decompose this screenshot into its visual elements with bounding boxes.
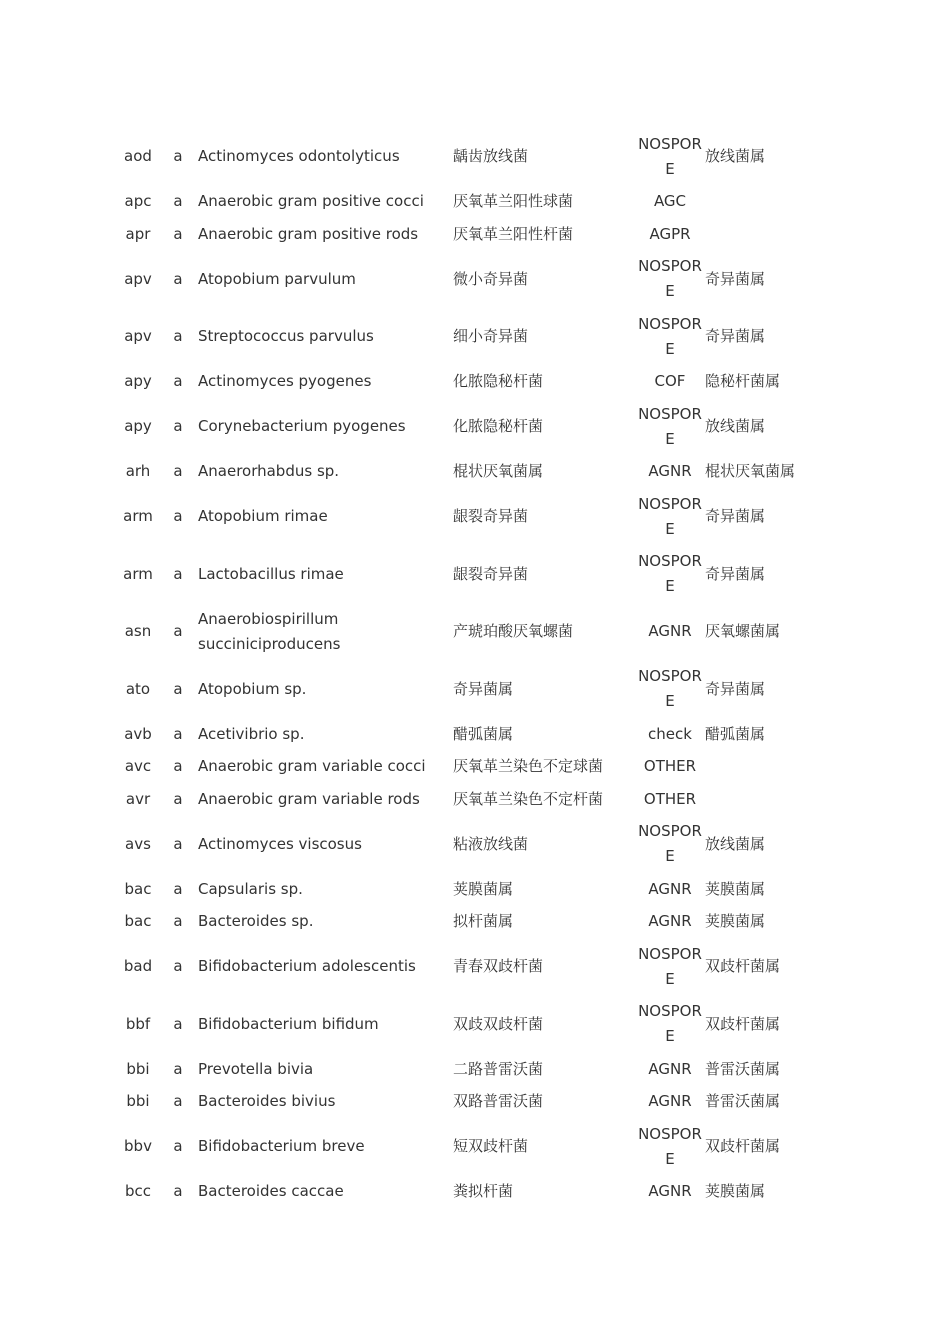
organism-chinese-name: 双歧双歧杆菌 (453, 1014, 544, 1033)
organism-code: avr (125, 789, 151, 808)
organism-name: Atopobium parvulum (198, 269, 356, 288)
organism-code: bbi (126, 1059, 150, 1078)
organism-code: bcc (124, 1182, 151, 1201)
organism-name: Anaerobic gram positive rods (198, 224, 419, 243)
organism-name: Anaerorhabdus sp. (198, 462, 340, 481)
organism-chinese-name: 产琥珀酸厌氧螺菌 (453, 622, 574, 641)
organism-group: AGNR (648, 1182, 692, 1201)
organism-type: a (173, 789, 183, 808)
organism-chinese-name: 化脓隐秘杆菌 (453, 372, 544, 391)
organism-genus (705, 186, 825, 219)
table-row (118, 546, 825, 604)
organism-type: a (173, 462, 183, 481)
organism-type: a (173, 327, 183, 346)
organism-genus: 普雷沃菌属 (705, 1059, 781, 1078)
organism-group: check (648, 724, 692, 743)
organism-group: NOSPORE (638, 257, 702, 301)
table-row (118, 938, 825, 996)
organism-genus: 荚膜菌属 (705, 912, 766, 931)
table-row (118, 366, 825, 399)
organism-genus: 普雷沃菌属 (705, 1092, 781, 1111)
organism-chinese-name: 龈裂奇异菌 (453, 507, 529, 526)
organism-name: Actinomyces odontolyticus (198, 147, 400, 166)
organism-genus: 厌氧螺菌属 (705, 622, 781, 641)
organism-group: AGPR (649, 224, 691, 243)
organism-chinese-name: 粘液放线菌 (453, 834, 529, 853)
table-row (118, 218, 825, 251)
organism-group: COF (654, 372, 686, 391)
organism-code: bad (123, 957, 153, 976)
organism-code: bbi (126, 1092, 150, 1111)
table-row (118, 128, 825, 186)
table-row (118, 906, 825, 939)
organism-genus: 奇异菌属 (705, 269, 766, 288)
organism-type: a (173, 757, 183, 776)
table-row (118, 661, 825, 719)
organism-name: Atopobium rimae (198, 507, 328, 526)
organism-code: ato (125, 679, 151, 698)
organism-genus: 醋弧菌属 (705, 724, 766, 743)
organism-genus: 双歧杆菌属 (705, 957, 781, 976)
organism-code: apc (124, 192, 152, 211)
organism-name: Actinomyces pyogenes (198, 372, 372, 391)
organism-chinese-name: 粪拟杆菌 (453, 1182, 514, 1201)
organism-group: AGNR (648, 1059, 692, 1078)
organism-genus (705, 751, 825, 784)
organism-group: NOSPORE (638, 1124, 702, 1168)
table-row (118, 1176, 825, 1209)
organism-chinese-name: 双路普雷沃菌 (453, 1092, 544, 1111)
organism-group: NOSPORE (638, 822, 702, 866)
organism-group: NOSPORE (638, 944, 702, 988)
organism-table-body (118, 128, 825, 1208)
organism-code: asn (124, 622, 152, 641)
organism-group: NOSPORE (638, 1002, 702, 1046)
organism-code: apv (124, 327, 152, 346)
organism-group: OTHER (643, 789, 697, 808)
organism-genus: 奇异菌属 (705, 327, 766, 346)
organism-chinese-name: 化脓隐秘杆菌 (453, 417, 544, 436)
organism-type: a (173, 147, 183, 166)
organism-name: Capsularis sp. (198, 879, 303, 898)
organism-type: a (173, 564, 183, 583)
organism-code: bac (124, 879, 152, 898)
organism-type: a (173, 679, 183, 698)
table-row (118, 751, 825, 784)
organism-type: a (173, 1092, 183, 1111)
organism-genus: 奇异菌属 (705, 564, 766, 583)
organism-genus: 棍状厌氧菌属 (705, 462, 796, 481)
organism-name: Acetivibrio sp. (198, 724, 305, 743)
table-row (118, 398, 825, 456)
organism-name: Bifidobacterium breve (198, 1137, 365, 1156)
organism-type: a (173, 1014, 183, 1033)
organism-group: AGNR (648, 912, 692, 931)
organism-code: apy (124, 372, 152, 391)
table-row (118, 186, 825, 219)
organism-genus: 双歧杆菌属 (705, 1137, 781, 1156)
organism-chinese-name: 醋弧菌属 (453, 724, 514, 743)
organism-name: Bacteroides sp. (198, 912, 314, 931)
organism-type: a (173, 192, 183, 211)
table-row (118, 308, 825, 366)
table-row (118, 488, 825, 546)
table-row (118, 873, 825, 906)
organism-group: OTHER (643, 757, 697, 776)
table-row (118, 456, 825, 489)
organism-group: AGNR (648, 622, 692, 641)
organism-genus: 奇异菌属 (705, 679, 766, 698)
organism-group: AGNR (648, 462, 692, 481)
organism-chinese-name: 二路普雷沃菌 (453, 1059, 544, 1078)
organism-genus: 放线菌属 (705, 834, 766, 853)
organism-table (118, 128, 825, 1208)
organism-name: Prevotella bivia (198, 1059, 314, 1078)
organism-code: arm (123, 564, 153, 583)
organism-group: NOSPORE (638, 552, 702, 596)
organism-code: apy (124, 417, 152, 436)
organism-code: bbf (125, 1014, 151, 1033)
organism-name: Actinomyces viscosus (198, 834, 362, 853)
organism-code: arh (125, 462, 151, 481)
organism-type: a (173, 417, 183, 436)
organism-code: aod (124, 147, 152, 166)
organism-type: a (173, 507, 183, 526)
organism-code: apr (125, 224, 151, 243)
organism-name: Anaerobiospirillum succiniciproducens (198, 609, 341, 653)
organism-chinese-name: 青春双歧杆菌 (453, 957, 544, 976)
organism-chinese-name: 棍状厌氧菌属 (453, 462, 544, 481)
table-row (118, 816, 825, 874)
organism-type: a (173, 224, 183, 243)
table-row (118, 251, 825, 309)
organism-code: avs (125, 834, 151, 853)
organism-genus: 双歧杆菌属 (705, 1014, 781, 1033)
organism-type: a (173, 622, 183, 641)
organism-name: Streptococcus parvulus (198, 327, 374, 346)
organism-chinese-name: 厌氧革兰阳性杆菌 (453, 224, 574, 243)
organism-code: bac (124, 912, 152, 931)
organism-code: avb (124, 724, 152, 743)
table-row (118, 996, 825, 1054)
table-row (118, 718, 825, 751)
organism-chinese-name: 奇异菌属 (453, 679, 514, 698)
organism-code: arm (123, 507, 153, 526)
organism-genus: 放线菌属 (705, 147, 766, 166)
organism-type: a (173, 1137, 183, 1156)
organism-chinese-name: 荚膜菌属 (453, 879, 514, 898)
organism-genus: 荚膜菌属 (705, 1182, 766, 1201)
table-row (118, 603, 825, 661)
organism-name: Bacteroides caccae (198, 1182, 344, 1201)
organism-name: Atopobium sp. (198, 679, 307, 698)
organism-group: NOSPORE (638, 314, 702, 358)
table-row (118, 1086, 825, 1119)
organism-chinese-name: 厌氧革兰染色不定杆菌 (453, 789, 604, 808)
organism-name: Bifidobacterium adolescentis (198, 957, 416, 976)
organism-type: a (173, 834, 183, 853)
organism-group: NOSPORE (638, 494, 702, 538)
organism-group: NOSPORE (638, 404, 702, 448)
organism-chinese-name: 短双歧杆菌 (453, 1137, 529, 1156)
organism-type: a (173, 1182, 183, 1201)
organism-name: Bacteroides bivius (198, 1092, 336, 1111)
table-row (118, 1053, 825, 1086)
organism-genus (705, 783, 825, 816)
table-row (118, 783, 825, 816)
organism-chinese-name: 厌氧革兰阳性球菌 (453, 192, 574, 211)
organism-code: bbv (124, 1137, 152, 1156)
table-row (118, 1118, 825, 1176)
organism-group: NOSPORE (638, 134, 702, 178)
organism-group: AGNR (648, 1092, 692, 1111)
organism-name: Anaerobic gram variable cocci (198, 757, 426, 776)
organism-genus: 奇异菌属 (705, 507, 766, 526)
organism-genus (705, 218, 825, 251)
organism-group: AGNR (648, 879, 692, 898)
organism-chinese-name: 微小奇异菌 (453, 269, 529, 288)
organism-code: avc (124, 757, 152, 776)
organism-type: a (173, 1059, 183, 1078)
organism-type: a (173, 372, 183, 391)
organism-type: a (173, 724, 183, 743)
organism-chinese-name: 细小奇异菌 (453, 327, 529, 346)
organism-type: a (173, 957, 183, 976)
organism-name: Corynebacterium pyogenes (198, 417, 406, 436)
organism-chinese-name: 龋齿放线菌 (453, 147, 529, 166)
organism-genus: 放线菌属 (705, 417, 766, 436)
organism-type: a (173, 912, 183, 931)
organism-name: Lactobacillus rimae (198, 564, 344, 583)
organism-chinese-name: 龈裂奇异菌 (453, 564, 529, 583)
organism-group: NOSPORE (638, 667, 702, 711)
organism-group: AGC (653, 192, 687, 211)
organism-name: Anaerobic gram variable rods (198, 789, 420, 808)
organism-name: Anaerobic gram positive cocci (198, 192, 424, 211)
organism-chinese-name: 厌氧革兰染色不定球菌 (453, 757, 604, 776)
organism-code: apv (124, 269, 152, 288)
organism-type: a (173, 269, 183, 288)
organism-name: Bifidobacterium bifidum (198, 1014, 379, 1033)
organism-genus: 隐秘杆菌属 (705, 372, 781, 391)
organism-chinese-name: 拟杆菌属 (453, 912, 514, 931)
organism-genus: 荚膜菌属 (705, 879, 766, 898)
organism-type: a (173, 879, 183, 898)
